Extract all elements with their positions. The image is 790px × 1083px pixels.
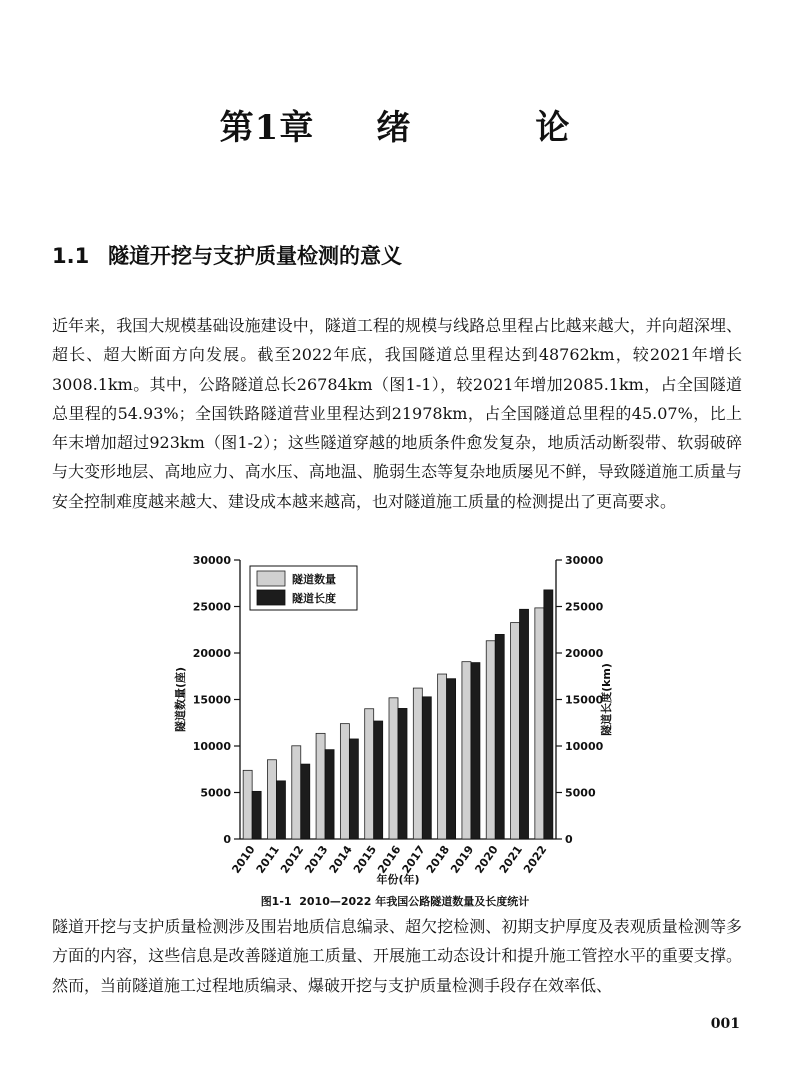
bar-tunnel-length xyxy=(422,697,431,839)
body-paragraph-1: 近年来，我国大规模基础设施建设中，隧道工程的规模与线路总里程占比越来越大，并向超深埋、超长、超大断面方向发展。截至2022年底，我国隧道总里程达到48762km，较2021年增长3008.1km。其中，公路隧道总长26784km（图1-1），较2021年增加2085.1km，占全国隧道总里程的54.93%；全国铁路隧道营业里程达到21978km，占全国隧道总里程的45.07%，比上年末增加超过923km（图1-2）；这些隧道穿越的地质条件愈发复杂，地质活动断裂带、软弱破碎与大变形地层、高地应力、高水压、高地温、脆弱生态等复杂地质屡见不鲜，导致隧道施工质量与安全控制难度越来越大、建设成本越来越高，也对隧道施工质量的检测提出了更高要求。 xyxy=(52,316,742,511)
bar-tunnel-length xyxy=(276,781,285,839)
bar-tunnel-count xyxy=(389,698,398,839)
bar-tunnel-count xyxy=(486,641,495,839)
section-heading xyxy=(52,240,402,270)
bar-tunnel-count xyxy=(462,662,471,839)
right-y-tick-label: 25000 xyxy=(565,600,604,614)
tunnel-statistics-chart xyxy=(170,545,620,890)
x-tick-label: 2014 xyxy=(326,843,355,876)
bar-tunnel-count xyxy=(267,760,276,839)
figure-caption-text: 2010—2022 年我国公路隧道数量及长度统计 xyxy=(299,895,530,908)
legend-label-length: 隧道长度 xyxy=(292,592,336,605)
x-tick-label: 2019 xyxy=(448,843,477,876)
right-y-tick-label: 20000 xyxy=(565,647,604,660)
bar-tunnel-count xyxy=(438,674,447,839)
bar-tunnel-length xyxy=(325,750,334,839)
x-tick-label: 2015 xyxy=(350,843,380,876)
bar-tunnel-count xyxy=(413,688,422,839)
right-y-tick-label: 30000 xyxy=(565,554,604,567)
left-y-tick-label: 15000 xyxy=(192,693,231,707)
left-y-tick-label: 10000 xyxy=(192,740,231,753)
chapter-title-part1: 绪 xyxy=(376,108,412,148)
bar-tunnel-length xyxy=(447,679,456,839)
x-tick-label: 2020 xyxy=(472,843,501,876)
left-y-tick-label: 20000 xyxy=(192,647,231,660)
left-y-tick-label: 30000 xyxy=(192,554,231,567)
body-paragraph-2: 隧道开挖与支护质量检测涉及围岩地质信息编录、超欠挖检测、初期支护厚度及表观质量检测等多方面的内容，这些信息是改善隧道施工质量、开展施工动态设计和提升施工管控水平的重要支撑。然而，当前隧道施工过程地质编录、爆破开挖与支护质量检测手段存在效率低、 xyxy=(52,917,742,995)
section-title: 隧道开挖与支护质量检测的意义 xyxy=(108,244,402,268)
bar-tunnel-count xyxy=(511,623,520,839)
x-tick-label: 2021 xyxy=(496,843,525,876)
left-y-axis-title: 隧道数量(座) xyxy=(174,666,187,733)
x-tick-label: 2016 xyxy=(375,843,404,876)
legend-swatch-count xyxy=(257,571,285,586)
legend-swatch-length xyxy=(257,590,285,605)
figure-caption-label: 图1-1 xyxy=(260,895,292,908)
chapter-label: 第1章 xyxy=(219,108,315,148)
figure-caption xyxy=(0,893,790,909)
bar-tunnel-length xyxy=(398,708,407,839)
right-y-tick-label: 5000 xyxy=(565,786,596,800)
bar-tunnel-count xyxy=(365,709,374,839)
right-y-tick-label: 0 xyxy=(565,833,573,846)
chapter-title-part2: 论 xyxy=(535,108,571,148)
left-y-tick-label: 0 xyxy=(223,833,231,846)
bar-tunnel-count xyxy=(292,746,301,839)
x-tick-label: 2018 xyxy=(423,843,453,876)
bar-tunnel-length xyxy=(471,663,480,839)
bar-tunnel-length xyxy=(544,590,553,839)
right-y-tick-label: 10000 xyxy=(565,740,604,753)
section-number: 1.1 xyxy=(52,244,90,268)
x-tick-label: 2013 xyxy=(302,843,331,876)
x-axis-title: 年份(年) xyxy=(376,873,420,886)
chapter-title xyxy=(0,100,790,149)
left-y-tick-label: 5000 xyxy=(200,786,231,800)
bar-tunnel-length xyxy=(252,791,261,839)
left-y-tick-label: 25000 xyxy=(192,600,231,614)
bar-tunnel-count xyxy=(316,733,325,839)
bar-tunnel-count xyxy=(535,608,544,839)
right-y-axis-title: 隧道长度(km) xyxy=(600,663,613,736)
legend-label-count: 隧道数量 xyxy=(292,573,336,586)
bar-tunnel-length xyxy=(301,764,310,839)
x-tick-label: 2012 xyxy=(278,843,307,876)
bar-tunnel-count xyxy=(243,770,252,839)
x-tick-label: 2022 xyxy=(521,843,550,876)
page-number: 001 xyxy=(710,1016,740,1032)
x-tick-label: 2011 xyxy=(253,843,282,876)
bar-tunnel-length xyxy=(495,634,504,839)
bar-tunnel-length xyxy=(349,739,358,839)
right-y-tick-label: 15000 xyxy=(565,693,604,707)
bar-tunnel-length xyxy=(520,609,529,839)
bar-tunnel-count xyxy=(340,724,349,839)
x-tick-label: 2017 xyxy=(399,843,428,876)
bar-tunnel-length xyxy=(374,721,383,839)
x-tick-label: 2010 xyxy=(229,843,258,876)
